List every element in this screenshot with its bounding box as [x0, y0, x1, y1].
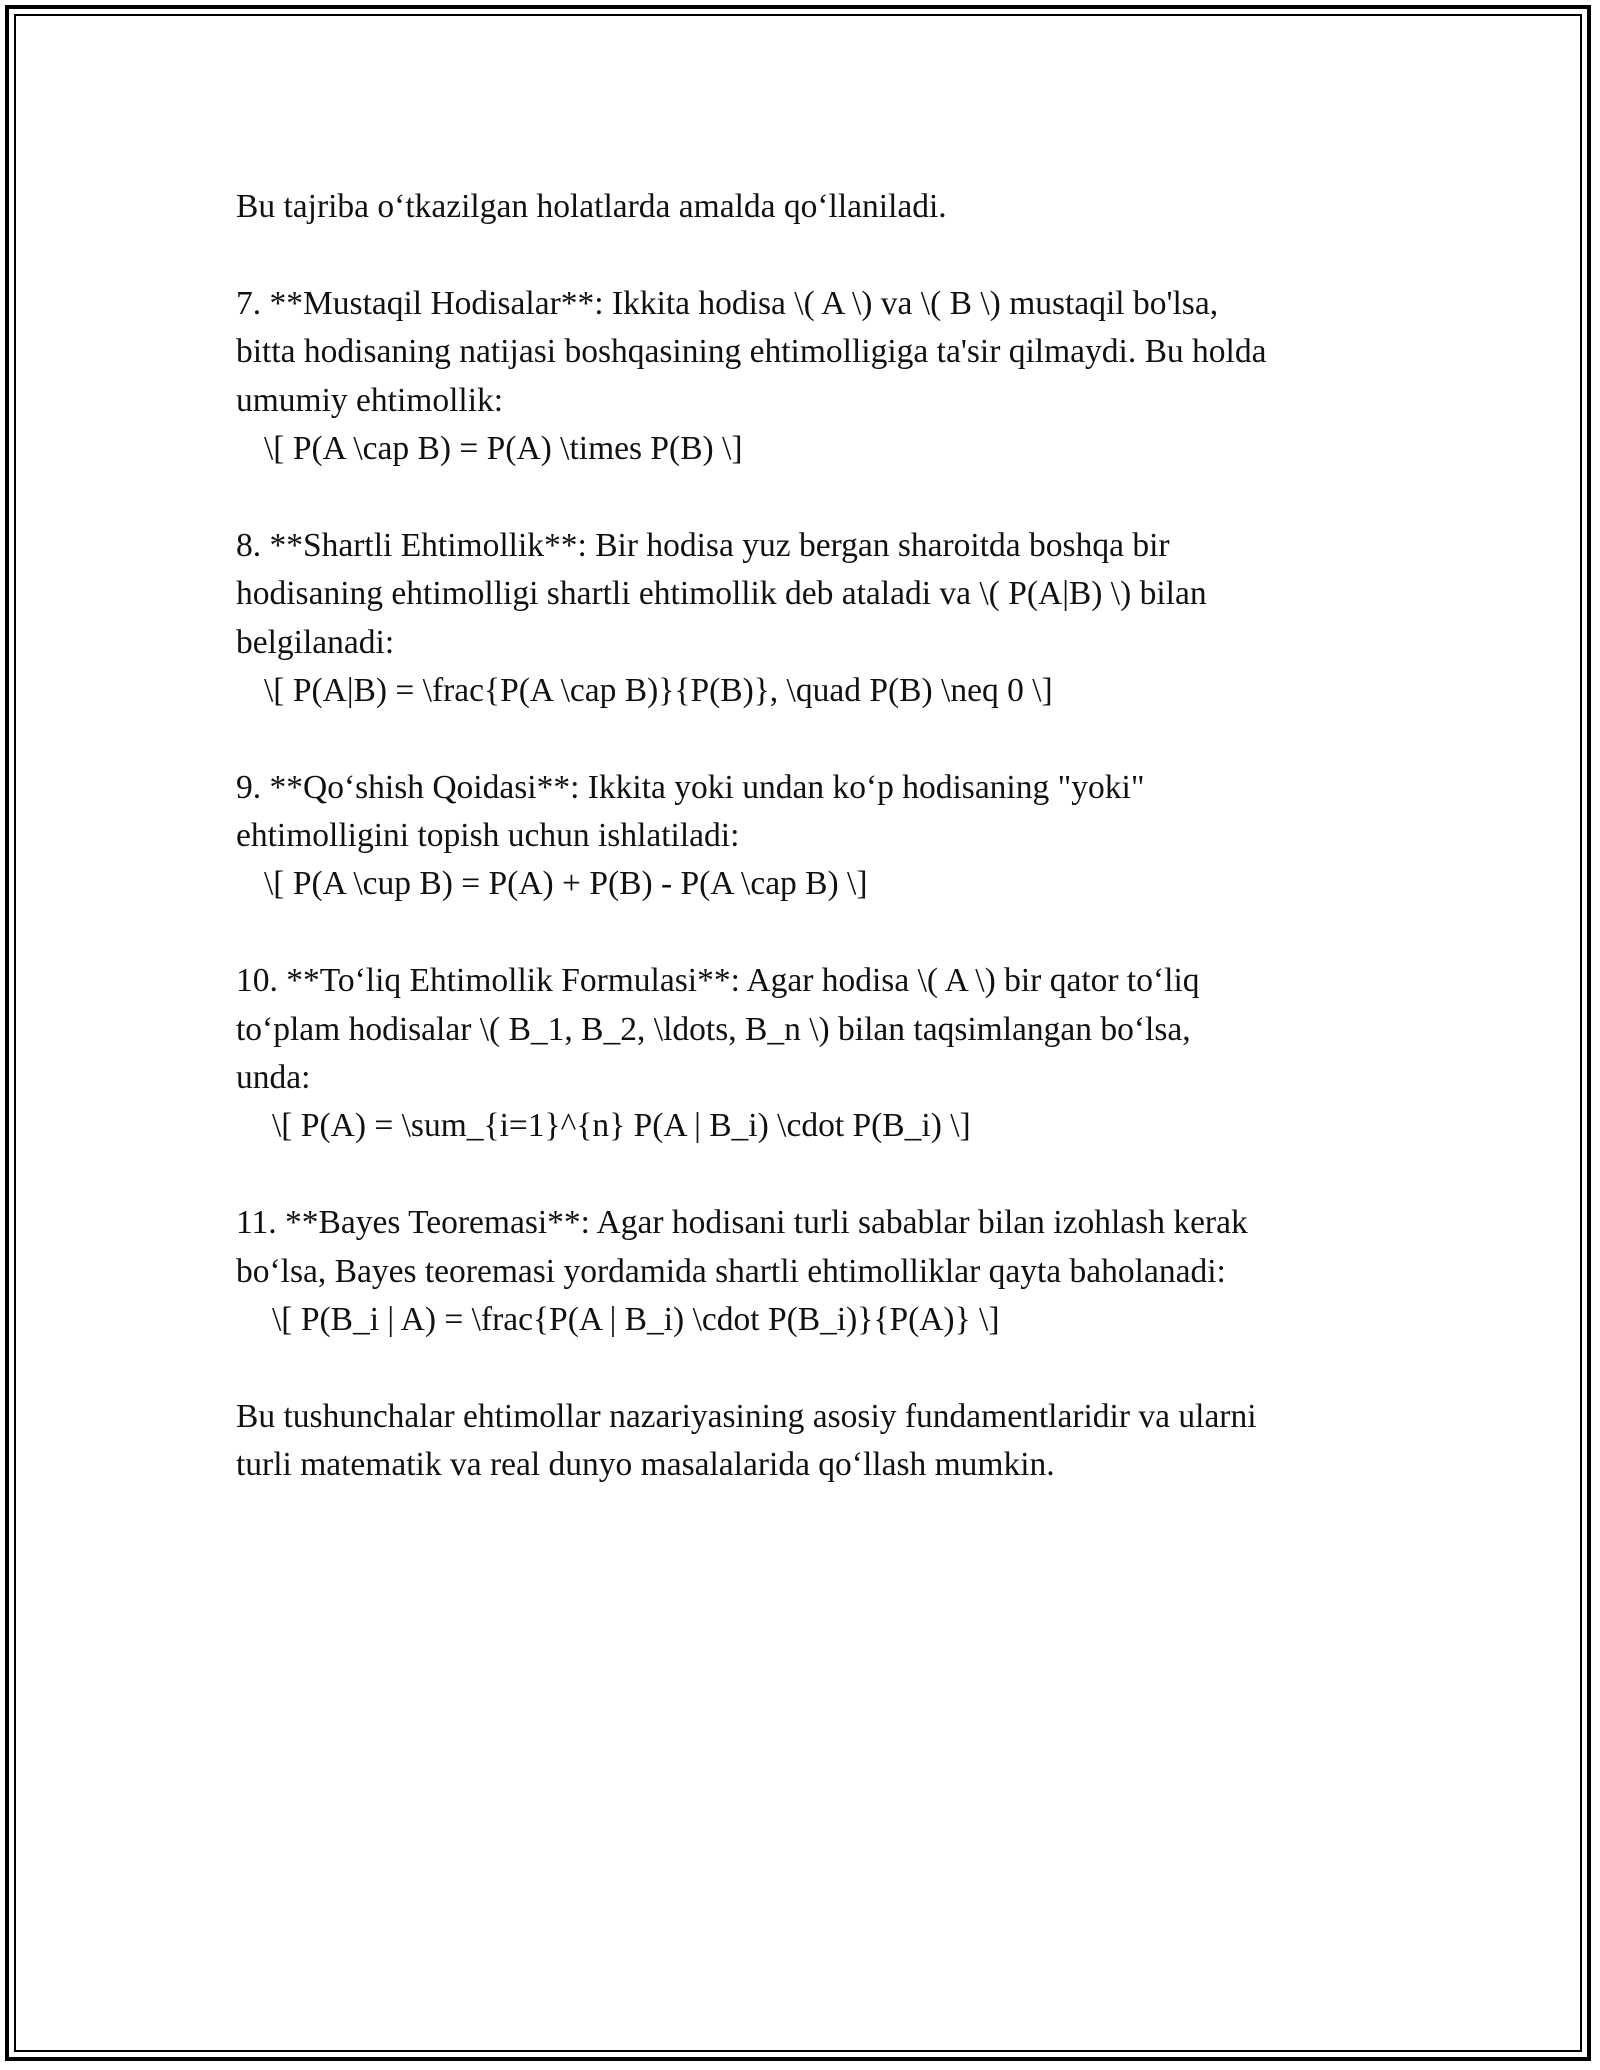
- item-9-line-2: ehtimolligini topish uchun ishlatiladi:: [236, 817, 740, 855]
- conclusion-line-2: turli matematik va real dunyo masalalarida qo‘llash mumkin.: [236, 1446, 1055, 1484]
- conclusion-line-1: Bu tushunchalar ehtimollar nazariyasining asosiy fundamentlaridir va ularni: [236, 1397, 1257, 1435]
- item-addition-rule: [236, 764, 1386, 909]
- item-11-formula: \[ P(B_i | A) = \frac{P(A | B_i) \cdot P(B_i)}{P(A)} \]: [272, 1300, 1000, 1338]
- item-10-line-3: unda:: [236, 1059, 311, 1097]
- item-conditional-probability: [236, 522, 1386, 716]
- item-8-formula: \[ P(A|B) = \frac{P(A \cap B)}{P(B)}, \quad P(B) \neq 0 \]: [264, 671, 1053, 709]
- paragraph-gap: [236, 473, 1386, 521]
- item-total-probability: [236, 957, 1386, 1151]
- item-9-formula: \[ P(A \cup B) = P(A) + P(B) - P(A \cap B) \]: [264, 865, 868, 903]
- item-7-formula: \[ P(A \cap B) = P(A) \times P(B) \]: [264, 429, 743, 467]
- paragraph-gap: [236, 1151, 1386, 1199]
- item-10-line-1: 10. **To‘liq Ehtimollik Formulasi**: Agar hodisa \( A \) bir qator to‘liq: [236, 962, 1200, 1000]
- conclusion-paragraph: [236, 1393, 1386, 1490]
- item-10-line-2: to‘plam hodisalar \( B_1, B_2, \ldots, B_n \) bilan taqsimlangan bo‘lsa,: [236, 1010, 1191, 1048]
- item-10-formula: \[ P(A) = \sum_{i=1}^{n} P(A | B_i) \cdot P(B_i) \]: [272, 1107, 971, 1145]
- item-independent-events: [236, 280, 1386, 474]
- paragraph-gap: [236, 1344, 1386, 1392]
- item-8-line-2: hodisaning ehtimolligi shartli ehtimollik deb ataladi va \( P(A|B) \) bilan: [236, 575, 1207, 613]
- item-7-line-3: umumiy ehtimollik:: [236, 381, 504, 419]
- intro-line: Bu tajriba o‘tkazilgan holatlarda amalda qo‘llaniladi.: [236, 188, 947, 225]
- item-9-line-1: 9. **Qo‘shish Qoidasi**: Ikkita yoki undan ko‘p hodisaning "yoki": [236, 768, 1145, 806]
- item-7-line-1: 7. **Mustaqil Hodisalar**: Ikkita hodisa \( A \) va \( B \) mustaqil bo'lsa,: [236, 284, 1219, 322]
- paragraph-gap: [236, 909, 1386, 957]
- item-bayes-theorem: [236, 1199, 1386, 1344]
- item-11-line-1: 11. **Bayes Teoremasi**: Agar hodisani turli sabablar bilan izohlash kerak: [236, 1204, 1248, 1242]
- item-7-line-2: bitta hodisaning natijasi boshqasining ehtimolligiga ta'sir qilmaydi. Bu holda: [236, 333, 1267, 371]
- item-8-line-3: belgilanadi:: [236, 623, 395, 661]
- document-body: [236, 183, 1386, 1490]
- paragraph-gap: [236, 715, 1386, 763]
- item-8-line-1: 8. **Shartli Ehtimollik**: Bir hodisa yuz bergan sharoitda boshqa bir: [236, 526, 1170, 564]
- paragraph-gap: [236, 231, 1386, 279]
- item-11-line-2: bo‘lsa, Bayes teoremasi yordamida shartli ehtimolliklar qayta baholanadi:: [236, 1252, 1226, 1290]
